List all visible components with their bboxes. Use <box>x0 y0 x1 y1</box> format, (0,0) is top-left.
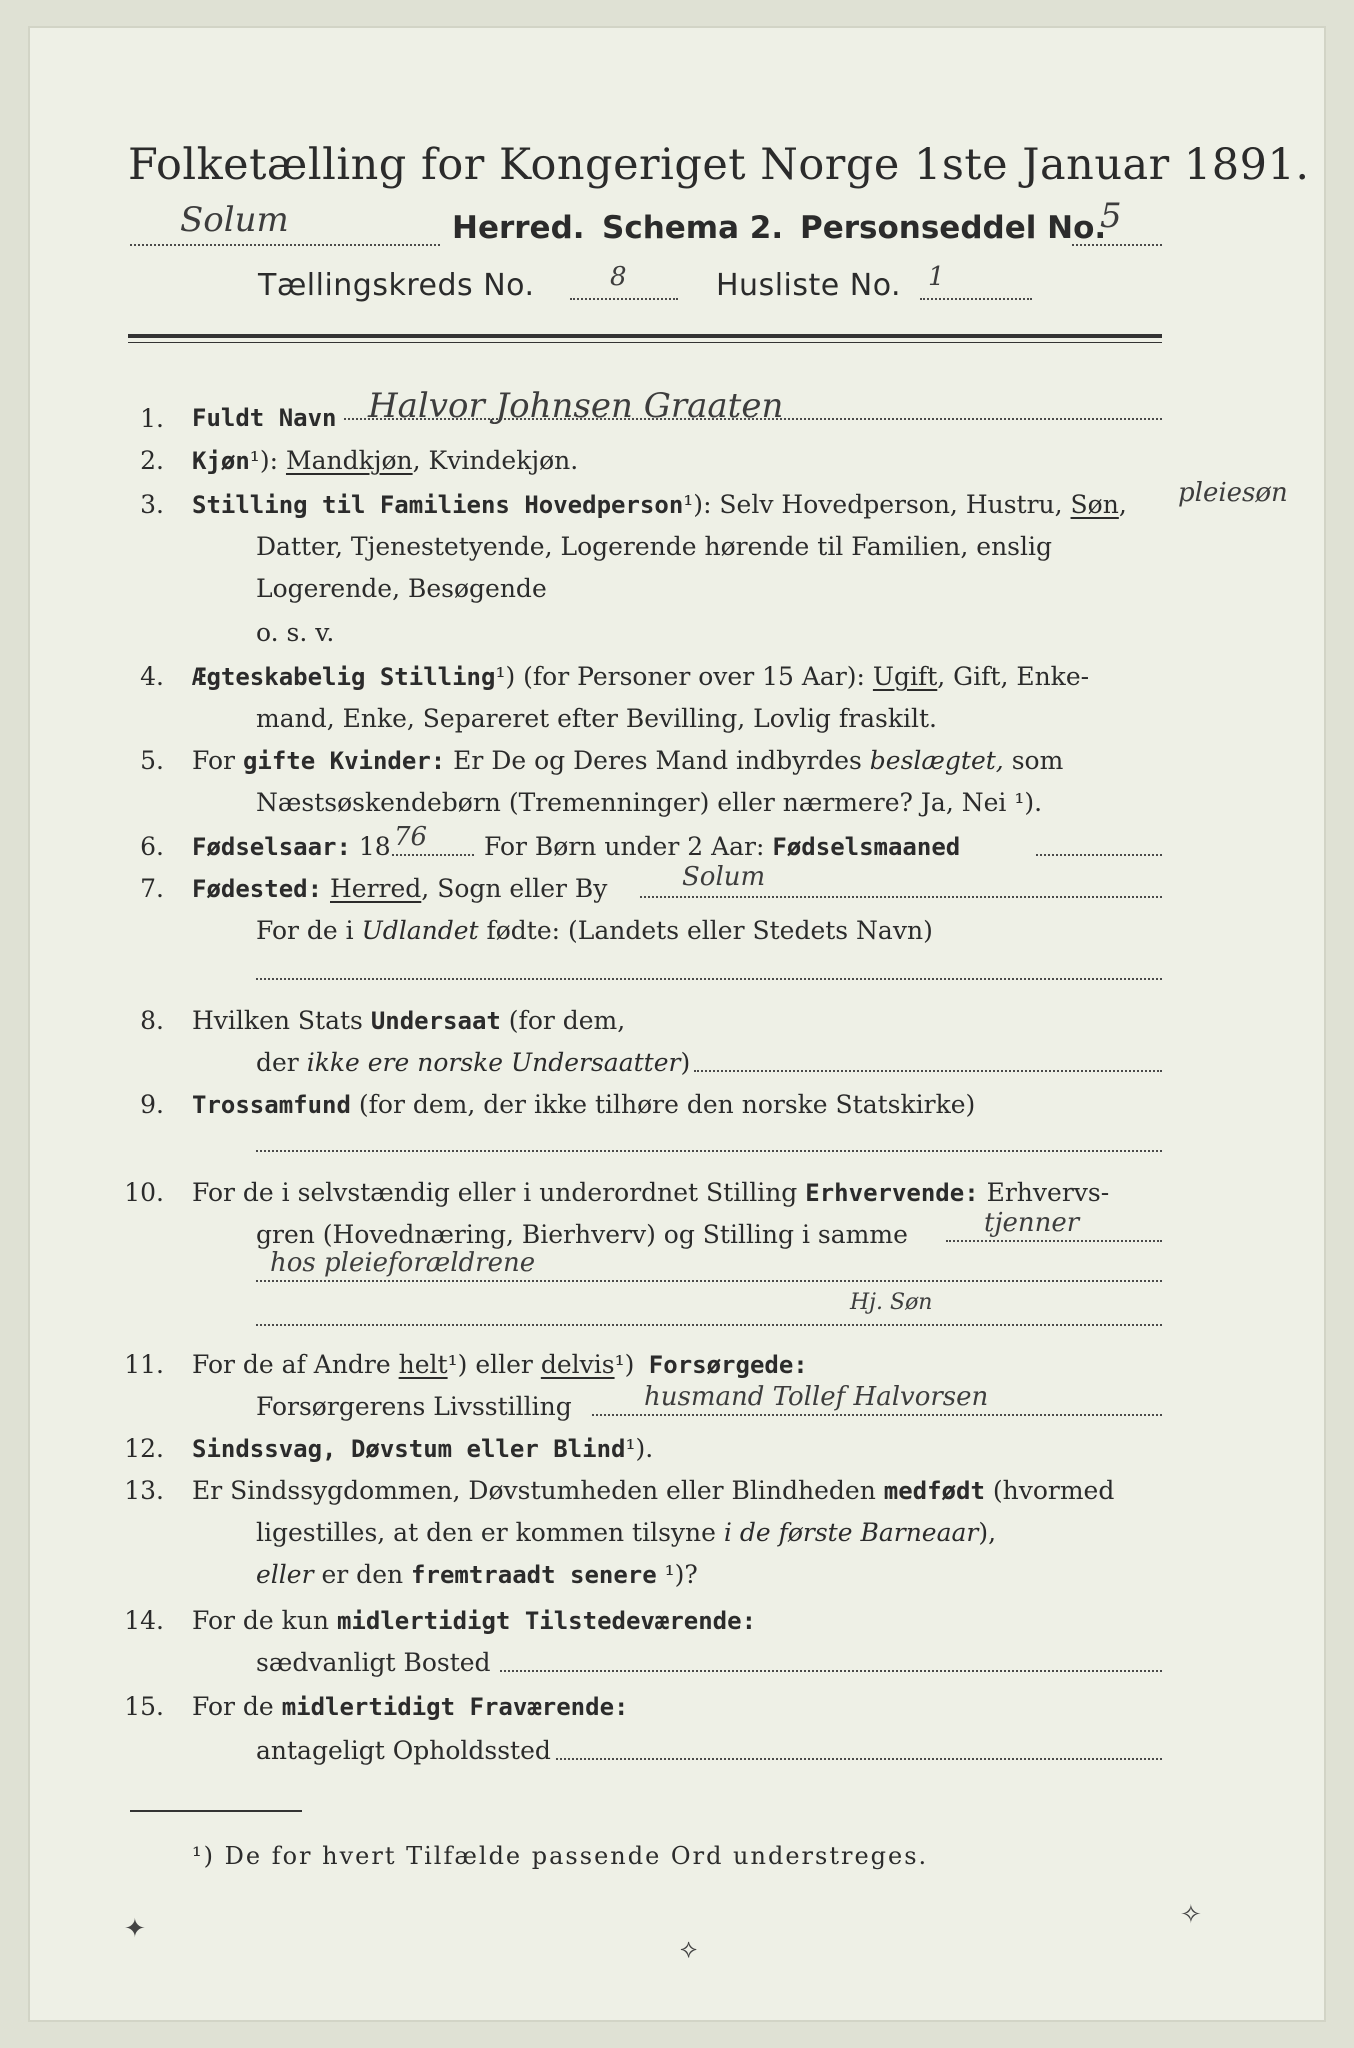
personseddel-value: 5 <box>1100 196 1122 236</box>
q3-line1-a: : Selv Hovedperson, Hustru, <box>703 490 1071 519</box>
q11-blank <box>592 1414 1162 1416</box>
q10-line1-a: For de i selvstændig eller i underordnet Stilling <box>192 1178 806 1207</box>
q7-number: 7. <box>140 874 164 903</box>
q10-value-3: Hj. Søn <box>850 1290 933 1315</box>
q13-line3 <box>256 1560 698 1589</box>
q8-label: Undersaat <box>370 1007 501 1035</box>
q6-year-blank <box>392 854 474 856</box>
q14-line1-a: For de kun <box>192 1606 337 1635</box>
q15-number: 15. <box>124 1692 164 1721</box>
q11-label: Forsørgede: <box>634 1351 808 1379</box>
registration-mark-right: ✧ <box>1180 1900 1202 1930</box>
q14-label: midlertidigt Tilstedeværende: <box>336 1607 757 1635</box>
q15-label: midlertidigt Fraværende: <box>281 1693 629 1721</box>
herred-label: Herred. <box>452 210 585 246</box>
q6-line <box>192 832 391 861</box>
q8-blank <box>694 1070 1162 1072</box>
q12-label: Sindssvag, Døvstum eller Blind <box>192 1435 626 1463</box>
q14-line2: sædvanligt Bosted <box>256 1648 491 1677</box>
q2-option-mandkjon: Mandkjøn <box>285 446 413 475</box>
q3-line4: o. s. v. <box>256 618 335 647</box>
q13-line2-a: ligestilles, at den er kommen tilsyne <box>256 1518 724 1547</box>
q3-line2: Datter, Tjenestetyende, Logerende hørende til Familien, enslig <box>256 532 1053 561</box>
q7-blank <box>640 896 1162 898</box>
q13-line1-b: (hvormed <box>984 1476 1115 1505</box>
q2-colon: : <box>269 446 279 475</box>
q5-line1 <box>192 746 1063 775</box>
q5-number: 5. <box>140 746 164 775</box>
q11-option-delvis: delvis <box>540 1350 615 1379</box>
q8-line1 <box>192 1006 625 1035</box>
q6-label: Fødselsaar: <box>192 833 351 861</box>
q7-line2-a: For de i <box>256 916 362 945</box>
q8-number: 8. <box>140 1006 164 1035</box>
kreds-value: 8 <box>610 262 627 292</box>
q10-blank-3 <box>256 1324 1162 1326</box>
q7-label: Fødested: <box>192 875 323 903</box>
q11-line1-a: For de af Andre <box>192 1350 399 1379</box>
q6-label2: Fødselsmaaned <box>772 833 961 861</box>
q12-number: 12. <box>124 1434 164 1463</box>
footnote-rule <box>130 1810 302 1812</box>
q4-line2: mand, Enke, Separeret efter Bevilling, Lovlig fraskilt. <box>256 704 937 733</box>
q3-line3: Logerende, Besøgende <box>256 574 547 603</box>
q14-number: 14. <box>124 1606 164 1635</box>
q2-number: 2. <box>140 446 164 475</box>
q8-line1-b: (for dem, <box>500 1006 626 1035</box>
q4-line1 <box>192 662 1089 691</box>
q4-option-ugift: Ugift <box>872 662 938 691</box>
herred-value: Solum <box>180 200 289 240</box>
q2-line <box>192 446 578 475</box>
q15-line1 <box>192 1692 628 1721</box>
q14-blank <box>500 1670 1162 1672</box>
q10-blank-1 <box>946 1240 1162 1242</box>
q10-line1 <box>192 1178 1109 1207</box>
q2-sup: ¹) <box>249 446 270 475</box>
q5-prefix: For <box>192 746 243 775</box>
q3-sup: ¹) <box>683 490 704 519</box>
form-title: Folketælling for Kongeriget Norge 1ste Januar 1891. <box>128 140 1310 190</box>
q10-label: Erhvervende: <box>805 1179 979 1207</box>
q13-line2-italic: i de første Barneaar <box>723 1518 979 1547</box>
q11-line1 <box>192 1350 808 1379</box>
q13-line1-a: Er Sindssygdommen, Døvstumheden eller Blindheden <box>192 1476 884 1505</box>
kreds-blank <box>570 298 678 300</box>
q11-line2: Forsørgerens Livsstilling <box>256 1392 572 1421</box>
q11-option-helt: helt <box>398 1350 448 1379</box>
q10-value-1: tjenner <box>984 1208 1080 1238</box>
q4-label: Ægteskabelig Stilling <box>192 663 496 691</box>
q14-line1 <box>192 1606 756 1635</box>
q9-rest: (for dem, der ikke tilhøre den norske Statskirke) <box>350 1090 976 1119</box>
q7-line2-b: fødte: (Landets eller Stedets Navn) <box>478 916 933 945</box>
q13-line3-a: er den <box>313 1560 412 1589</box>
registration-mark-left: ✦ <box>124 1914 146 1944</box>
q3-line1-b: , <box>1118 490 1127 519</box>
q5-label: gifte Kvinder: <box>242 747 446 775</box>
q15-blank <box>556 1758 1162 1760</box>
q13-line1 <box>192 1476 1114 1505</box>
q9-label: Trossamfund <box>192 1091 351 1119</box>
q11-value: husmand Tollef Halvorsen <box>644 1382 989 1412</box>
q7-option-herred: Herred <box>330 874 422 903</box>
q13-line3-bold: fremtraadt senere <box>411 1561 657 1589</box>
q11-sup1: ¹) <box>447 1350 468 1379</box>
q8-line2-b: ) <box>680 1048 691 1077</box>
kreds-label: Tællingskreds No. <box>258 268 535 303</box>
personseddel-label: Personseddel No. <box>800 210 1107 246</box>
q7-value: Solum <box>682 862 766 892</box>
q6-prefix: 18 <box>350 832 391 861</box>
q10-value-2: hos pleieforældrene <box>270 1248 536 1278</box>
q9-blank <box>256 1150 1162 1152</box>
q6-value: 76 <box>394 822 428 852</box>
husliste-label: Husliste No. <box>716 268 902 303</box>
q5-line1-italic: beslægtet, <box>869 746 1004 775</box>
personseddel-blank <box>1072 244 1162 246</box>
q12-line <box>192 1434 653 1463</box>
q9-number: 9. <box>140 1090 164 1119</box>
q10-blank-2 <box>256 1280 1162 1282</box>
q1-number: 1. <box>140 404 164 433</box>
q4-number: 4. <box>140 662 164 691</box>
q13-number: 13. <box>124 1476 164 1505</box>
q7-line2-italic: Udlandet <box>361 916 479 945</box>
q3-annotation: pleiesøn <box>1178 478 1288 508</box>
q4-line1-a: (for Personer over 15 Aar): <box>515 662 873 691</box>
q1-value: Halvor Johnsen Graaten <box>368 386 784 426</box>
q8-line2-a: der <box>256 1048 307 1077</box>
husliste-value: 1 <box>928 262 945 292</box>
q13-line3-c: ¹)? <box>656 1560 698 1589</box>
q2-label: Kjøn <box>192 447 250 475</box>
q2-rest: , Kvindekjøn. <box>412 446 579 475</box>
q4-line1-b: , Gift, Enke- <box>937 662 1090 691</box>
q3-option-son: Søn <box>1070 490 1119 519</box>
herred-blank <box>130 244 440 246</box>
q15-line1-a: For de <box>192 1692 282 1721</box>
q8-line2-italic: ikke ere norske Undersaatter <box>306 1048 681 1077</box>
q10-line2: gren (Hovednæring, Bierhverv) og Stilling i samme <box>256 1220 908 1249</box>
q13-line2-b: ), <box>978 1518 997 1547</box>
q7-country-blank <box>256 978 1162 980</box>
q13-line3-italic: eller <box>256 1560 314 1589</box>
q9-line <box>192 1090 975 1119</box>
header-rule-thin <box>128 342 1162 343</box>
q12-sup: ¹). <box>625 1434 654 1463</box>
q8-line2 <box>256 1048 690 1077</box>
footnote: ¹) De for hvert Tilfælde passende Ord understreges. <box>192 1842 929 1870</box>
q13-line2 <box>256 1518 996 1547</box>
registration-mark-center: ⟡ <box>680 1934 698 1964</box>
q7-line2 <box>256 916 933 945</box>
q7-line1 <box>192 874 607 903</box>
q5-line1-b: som <box>1003 746 1064 775</box>
schema-label: Schema 2. <box>602 210 784 246</box>
q3-line1 <box>192 490 1127 519</box>
q11-sup2: ¹) <box>614 1350 635 1379</box>
header-rule-thick <box>128 334 1162 338</box>
q5-line2: Næstsøskendebørn (Tremenninger) eller nærmere? Ja, Nei ¹). <box>256 788 1043 817</box>
q10-line1-b: Erhvervs- <box>978 1178 1110 1207</box>
q6-line-b <box>484 832 960 861</box>
q7-line1-b: , Sogn eller By <box>421 874 608 903</box>
q5-line1-a: Er De og Deres Mand indbyrdes <box>445 746 870 775</box>
q15-line2: antageligt Opholdssted <box>256 1736 551 1765</box>
q3-label: Stilling til Familiens Hovedperson <box>192 491 684 519</box>
q6-month-blank <box>1036 854 1162 856</box>
q10-number: 10. <box>124 1178 164 1207</box>
q8-line1-a: Hvilken Stats <box>192 1006 371 1035</box>
husliste-blank <box>920 298 1032 300</box>
q11-mid: eller <box>467 1350 541 1379</box>
q3-number: 3. <box>140 490 164 519</box>
q4-sup: ¹) <box>495 662 516 691</box>
q1-label: Fuldt Navn <box>192 404 337 432</box>
q6-mid: For Børn under 2 Aar: <box>484 832 773 861</box>
q6-number: 6. <box>140 832 164 861</box>
q13-label: medfødt <box>883 1477 985 1505</box>
q11-number: 11. <box>124 1350 164 1379</box>
